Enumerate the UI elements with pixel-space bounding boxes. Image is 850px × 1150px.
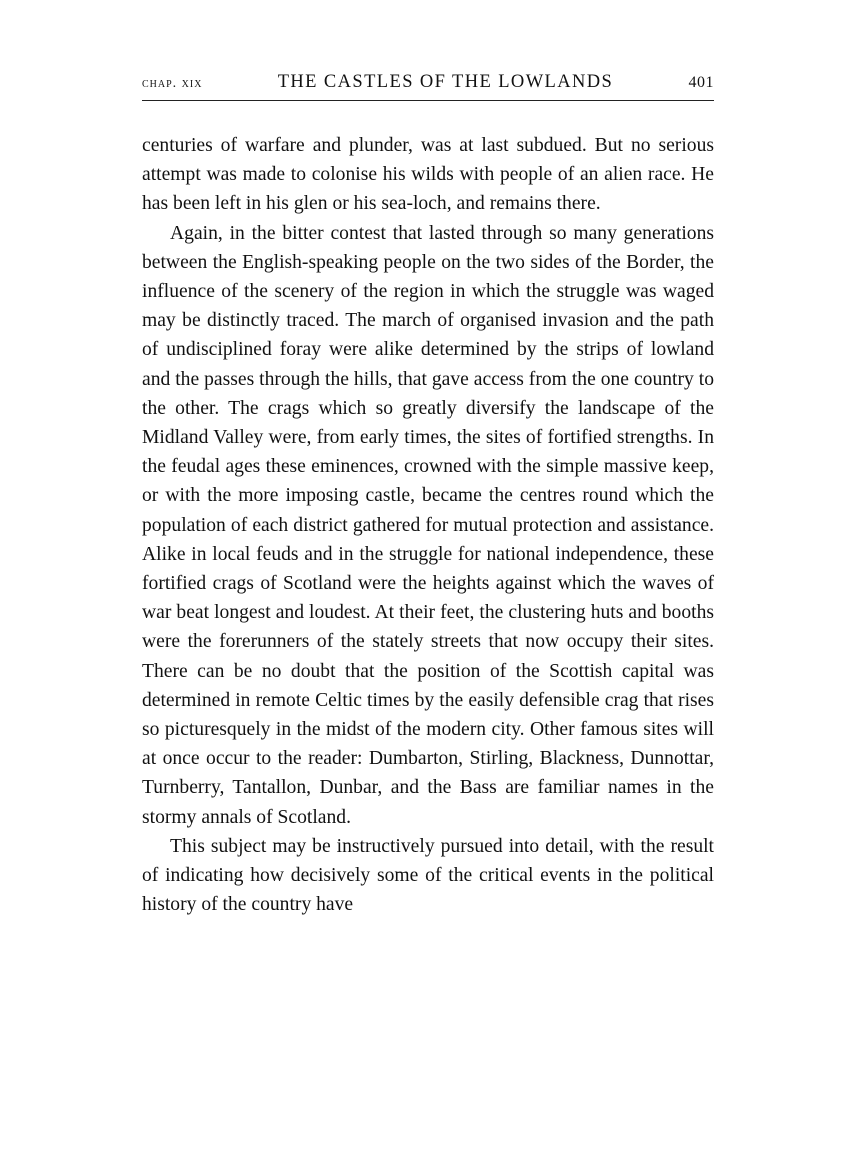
book-page xyxy=(142,72,714,919)
header-rule xyxy=(142,100,714,101)
paragraph-subject: This subject may be instructively pursued into detail, with the result of indicating how decisively some of the critical events in the political history of the country have xyxy=(142,835,714,916)
chapter-title: THE CASTLES OF THE LOWLANDS xyxy=(277,72,614,92)
chapter-label: chap. xix xyxy=(142,76,203,91)
paragraph-castles: Again, in the bitter contest that lasted through so many generations between the English-speaking people on the two sides of the Border, the influence of the scenery of the region in which the struggle was waged may be distinctly traced. The march of organised invasion and the path of undisciplined foray were alike determined by the strips of lowland and the passes through the hills, that gave access from the one country to the other. The crags which so greatly diversify the landscape of the Midland Valley were, from early times, the sites of fortified strengths. In the feudal ages these eminences, crowned with the simple massive keep, or with the more imposing castle, became the centres round which the population of each district gathered for mutual protection and assistance. Alike in local feuds and in the struggle for national independence, these fortified crags of Scotland were the heights against which the waves of war beat longest and loudest. At their feet, the clustering huts and booths were the forerunners of the stately streets that now occupy their sites. There can be no doubt that the position of the Scottish capital was determined in remote Celtic times by the easily defensible crag that rises so picturesquely in the midst of the modern city. Other famous sites will at once occur to the reader: Dumbarton, Stirling, Blackness, Dunnottar, Turnberry, Tantallon, Dunbar, and the Bass are familiar names in the stormy annals of Scotland. xyxy=(142,222,714,828)
paragraph-continued: centuries of warfare and plunder, was at last subdued. But no serious attempt was made to colonise his wilds with people of an alien race. He has been left in his glen or his sea-loch, and remains there. xyxy=(142,135,714,215)
page-number: 401 xyxy=(688,74,714,91)
running-head xyxy=(142,72,714,100)
body-text xyxy=(142,131,714,919)
